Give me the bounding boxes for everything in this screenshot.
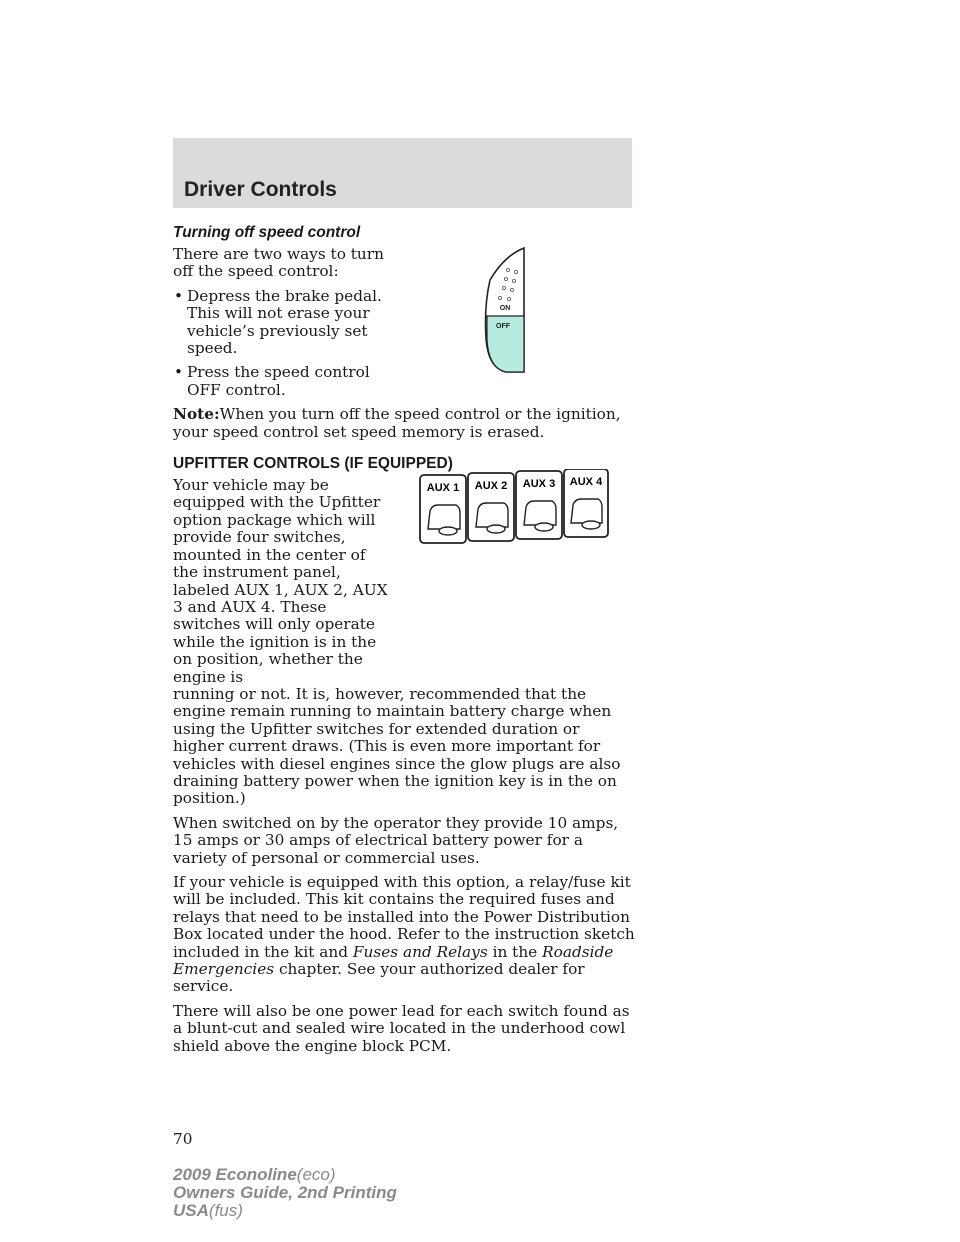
aux-4-label: AUX 4 (569, 476, 603, 488)
off-label: OFF (496, 323, 510, 330)
footer-line-3 (173, 1202, 397, 1220)
page-content (173, 214, 635, 1062)
footer-market-code: (fus) (208, 1201, 243, 1220)
note-label: Note: (173, 405, 220, 424)
p3-text-c: chapter. See your authorized dealer for service. (173, 960, 585, 996)
document-footer (173, 1166, 397, 1220)
footer-model: 2009 Econoline (173, 1165, 297, 1184)
note-text: When you turn off the speed control or the ignition, your speed control set speed memory is erased. (173, 405, 621, 441)
p3-text-a: If your vehicle is equipped with this option, a relay/fuse kit will be included. This kit contains the required fuses and relays that need to be installed into the Power Distribution Box located under the hood. Refer to the instruction sketch included in the kit and (173, 873, 635, 961)
aux-2-label: AUX 2 (474, 480, 508, 492)
footer-line-1 (173, 1166, 397, 1184)
speed-control-intro: There are two ways to turn off the speed control: (173, 245, 384, 281)
page-number: 70 (173, 1130, 193, 1148)
upfitter-paragraph-4: There will also be one power lead for each switch found as a blunt-cut and sealed wire located in the underhood cowl shield above the engine block PCM. (173, 1001, 630, 1055)
aux-switch-4 (564, 469, 608, 537)
aux-3-label: AUX 3 (522, 478, 556, 490)
roadside-emergencies-reference: Roadside Emergencies (173, 942, 614, 979)
speed-control-heading: Turning off speed control (173, 224, 361, 241)
bullet-off-control: • Press the speed control OFF control. (173, 364, 388, 399)
upfitter-p1-narrow: Your vehicle may be equipped with the Upfitter option package which will provide four switches, mounted in the center of the instrument panel, labeled AUX 1, AUX 2, AUX 3 and AUX 4. These switches will only operate while the ignition is in the on position, whether the engine is (173, 476, 388, 686)
speed-control-note (173, 406, 635, 441)
upfitter-p1-rest: running or not. It is, however, recommended that the engine remain running to maintain battery charge when using the Upfitter switches for extended duration or higher current draws. (This is even more important for vehicles with diesel engines since the glow plugs are also draining battery power when the ignition key is in the on position.) (173, 684, 621, 808)
p3-text-b: in the (492, 942, 538, 961)
speed-control-bullet-list (173, 288, 388, 399)
chapter-title: Driver Controls (184, 178, 337, 201)
footer-line-2: Owners Guide, 2nd Printing (173, 1183, 397, 1202)
upfitter-heading: UPFITTER CONTROLS (IF EQUIPPED) (173, 455, 453, 473)
footer-market: USA (173, 1201, 209, 1220)
aux-switch-2 (468, 473, 514, 541)
speed-control-switch-figure (478, 246, 530, 374)
footer-model-code: (eco) (296, 1165, 336, 1184)
fuses-relays-reference: Fuses and Relays (352, 942, 488, 961)
chapter-header-band (173, 138, 632, 208)
on-label: ON (499, 305, 511, 312)
upfitter-paragraph-2: When switched on by the operator they provide 10 amps, 15 amps or 30 amps of electrical battery power for a variety of personal or commercial uses. (173, 813, 619, 867)
aux-switch-1 (420, 475, 466, 543)
upfitter-aux-switches-figure (418, 469, 610, 545)
aux-switch-3 (516, 471, 562, 539)
bullet-brake-pedal: • Depress the brake pedal. This will not erase your vehicle’s previously set speed. (173, 288, 388, 358)
aux-1-label: AUX 1 (426, 482, 460, 494)
upfitter-paragraph-3 (173, 874, 635, 996)
